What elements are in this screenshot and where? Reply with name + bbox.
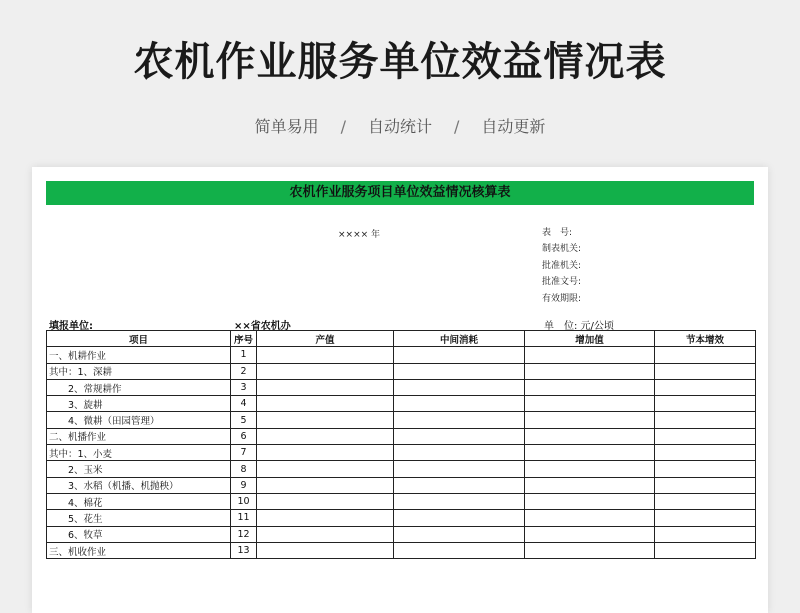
cell-item: 4、微耕（田园管理） <box>47 412 231 428</box>
sheet-title: 农机作业服务项目单位效益情况核算表 <box>46 181 754 205</box>
cell-seq: 8 <box>231 461 257 477</box>
cell-output[interactable] <box>257 379 394 395</box>
cell-item: 5、花生 <box>47 510 231 526</box>
cell-output[interactable] <box>257 412 394 428</box>
meta-table-number: 表 号: <box>542 228 573 238</box>
table-row <box>47 461 756 477</box>
cell-savings[interactable] <box>655 542 756 558</box>
cell-intermediate[interactable] <box>394 412 525 428</box>
cell-intermediate[interactable] <box>394 510 525 526</box>
meta-approving-org: 批准机关: <box>542 260 582 271</box>
header-output: 产值 <box>257 331 394 347</box>
header-savings: 节本增效 <box>655 331 756 347</box>
cell-intermediate[interactable] <box>394 363 525 379</box>
cell-output[interactable] <box>257 347 394 363</box>
table-row <box>47 379 756 395</box>
cell-intermediate[interactable] <box>394 428 525 444</box>
cell-savings[interactable] <box>655 347 756 363</box>
cell-added-value[interactable] <box>525 493 655 509</box>
tag-separator: / <box>454 117 460 136</box>
header-seq: 序号 <box>231 331 257 347</box>
table-row <box>47 445 756 461</box>
cell-intermediate[interactable] <box>394 445 525 461</box>
table-row <box>47 510 756 526</box>
cell-seq: 5 <box>231 412 257 428</box>
cell-added-value[interactable] <box>525 510 655 526</box>
spreadsheet-preview <box>32 167 768 613</box>
cell-item: 二、机播作业 <box>47 428 231 444</box>
cell-seq: 11 <box>231 510 257 526</box>
fill-unit-value: ××省农机办 <box>234 321 291 332</box>
cell-added-value[interactable] <box>525 542 655 558</box>
cell-item: 3、水稻（机播、机抛秧） <box>47 477 231 493</box>
table-row <box>47 396 756 412</box>
data-table <box>46 330 756 559</box>
table-row <box>47 493 756 509</box>
cell-output[interactable] <box>257 396 394 412</box>
tag-easy: 简单易用 <box>254 117 319 136</box>
table-row <box>47 347 756 363</box>
cell-intermediate[interactable] <box>394 461 525 477</box>
meta-validity: 有效期限: <box>542 293 582 304</box>
cell-intermediate[interactable] <box>394 542 525 558</box>
cell-output[interactable] <box>257 461 394 477</box>
cell-seq: 12 <box>231 526 257 542</box>
table-row <box>47 542 756 558</box>
cell-output[interactable] <box>257 477 394 493</box>
cell-savings[interactable] <box>655 396 756 412</box>
cell-added-value[interactable] <box>525 461 655 477</box>
table-row <box>47 363 756 379</box>
feature-tags <box>0 114 800 137</box>
page-title: 农机作业服务单位效益情况表 <box>133 39 667 85</box>
fill-unit-label: 填报单位: <box>49 321 93 332</box>
cell-savings[interactable] <box>655 526 756 542</box>
table-header-row <box>47 331 756 347</box>
cell-seq: 10 <box>231 493 257 509</box>
table-row <box>47 412 756 428</box>
cell-added-value[interactable] <box>525 526 655 542</box>
tag-auto-stat: 自动统计 <box>367 117 432 136</box>
cell-output[interactable] <box>257 363 394 379</box>
table-row <box>47 477 756 493</box>
cell-item: 2、玉米 <box>47 461 231 477</box>
header-intermediate: 中间消耗 <box>394 331 525 347</box>
cell-intermediate[interactable] <box>394 379 525 395</box>
cell-intermediate[interactable] <box>394 526 525 542</box>
cell-item: 其中：1、小麦 <box>47 445 231 461</box>
cell-output[interactable] <box>257 526 394 542</box>
cell-savings[interactable] <box>655 412 756 428</box>
table-row <box>47 428 756 444</box>
cell-savings[interactable] <box>655 510 756 526</box>
cell-output[interactable] <box>257 493 394 509</box>
cell-added-value[interactable] <box>525 363 655 379</box>
cell-item: 4、棉花 <box>47 493 231 509</box>
cell-seq: 2 <box>231 363 257 379</box>
cell-seq: 6 <box>231 428 257 444</box>
table-row <box>47 526 756 542</box>
unit-label: 单 位: 元/公顷 <box>544 321 614 332</box>
meta-block <box>542 225 581 307</box>
cell-item: 2、常规耕作 <box>47 379 231 395</box>
cell-savings[interactable] <box>655 493 756 509</box>
cell-added-value[interactable] <box>525 379 655 395</box>
tag-separator: / <box>340 117 346 136</box>
cell-savings[interactable] <box>655 379 756 395</box>
cell-added-value[interactable] <box>525 347 655 363</box>
cell-seq: 1 <box>231 347 257 363</box>
cell-intermediate[interactable] <box>394 396 525 412</box>
cell-savings[interactable] <box>655 445 756 461</box>
cell-seq: 3 <box>231 379 257 395</box>
cell-added-value[interactable] <box>525 428 655 444</box>
cell-intermediate[interactable] <box>394 493 525 509</box>
header-added-value: 增加值 <box>525 331 655 347</box>
cell-output[interactable] <box>257 428 394 444</box>
year-label: ×××× 年 <box>338 230 381 240</box>
cell-seq: 4 <box>231 396 257 412</box>
cell-item: 一、机耕作业 <box>47 347 231 363</box>
cell-savings[interactable] <box>655 477 756 493</box>
cell-item: 3、旋耕 <box>47 396 231 412</box>
cell-output[interactable] <box>257 445 394 461</box>
cell-seq: 7 <box>231 445 257 461</box>
header-item: 项目 <box>47 331 231 347</box>
cell-added-value[interactable] <box>525 412 655 428</box>
meta-approval-number: 批准文号: <box>542 277 582 288</box>
meta-issuing-org: 制表机关: <box>542 244 582 255</box>
cell-output[interactable] <box>257 542 394 558</box>
cell-savings[interactable] <box>655 363 756 379</box>
cell-added-value[interactable] <box>525 396 655 412</box>
cell-intermediate[interactable] <box>394 477 525 493</box>
cell-savings[interactable] <box>655 461 756 477</box>
cell-added-value[interactable] <box>525 445 655 461</box>
cell-output[interactable] <box>257 510 394 526</box>
cell-added-value[interactable] <box>525 477 655 493</box>
cell-seq: 13 <box>231 542 257 558</box>
tag-auto-update: 自动更新 <box>481 117 546 136</box>
cell-seq: 9 <box>231 477 257 493</box>
cell-item: 三、机收作业 <box>47 542 231 558</box>
cell-savings[interactable] <box>655 428 756 444</box>
cell-item: 6、牧草 <box>47 526 231 542</box>
cell-item: 其中：1、深耕 <box>47 363 231 379</box>
cell-intermediate[interactable] <box>394 347 525 363</box>
